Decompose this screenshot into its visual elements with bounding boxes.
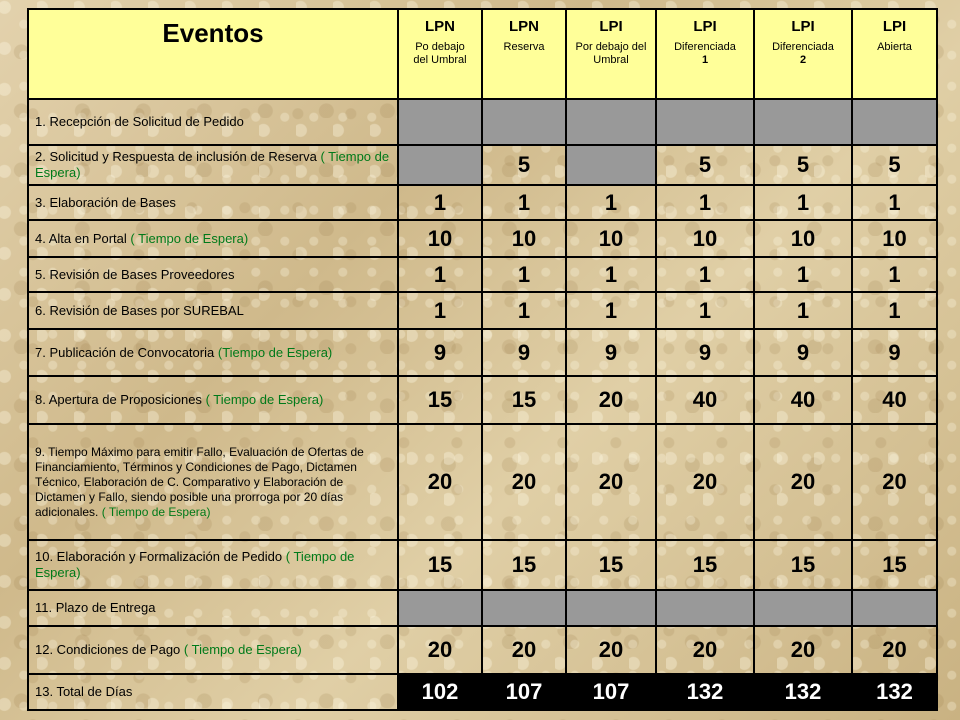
row-label [28, 99, 398, 145]
row-label [28, 674, 398, 710]
value-cell: 5 [482, 145, 566, 185]
value-cell: 15 [482, 376, 566, 424]
value-cell: 10 [656, 220, 754, 257]
row-label [28, 540, 398, 590]
value-cell [398, 590, 482, 626]
row-label-text: 10. Elaboración y Formalización de Pedido [35, 549, 283, 564]
value-cell: 15 [852, 540, 937, 590]
value-cell: 1 [398, 257, 482, 292]
value-cell: 9 [656, 329, 754, 376]
value-cell [566, 99, 656, 145]
row-label [28, 626, 398, 674]
row-label [28, 329, 398, 376]
value-cell: 15 [398, 540, 482, 590]
value-cell: 20 [852, 626, 937, 674]
value-cell [656, 590, 754, 626]
header-col-5 [754, 9, 852, 99]
total-cell: 102 [398, 674, 482, 710]
value-cell: 20 [754, 424, 852, 540]
row-label-text: 7. Publicación de Convocatoria [35, 344, 215, 360]
value-cell [566, 145, 656, 185]
header-col-4-sub: Diferenciada [674, 41, 736, 53]
value-cell: 10 [398, 220, 482, 257]
value-cell: 9 [754, 329, 852, 376]
header-col-2-main: LPN [509, 18, 539, 35]
value-cell [566, 590, 656, 626]
value-cell: 1 [852, 257, 937, 292]
row-label-text: 4. Alta en Portal [35, 230, 127, 246]
value-cell: 1 [482, 185, 566, 220]
value-cell: 5 [852, 145, 937, 185]
value-cell: 20 [482, 424, 566, 540]
row-label [28, 185, 398, 220]
row-label-text: 6. Revisión de Bases por SUREBAL [35, 302, 244, 318]
header-col-2 [482, 9, 566, 99]
table-row [28, 185, 937, 220]
value-cell [482, 99, 566, 145]
value-cell: 1 [656, 185, 754, 220]
value-cell [398, 99, 482, 145]
total-cell: 132 [656, 674, 754, 710]
value-cell: 1 [566, 292, 656, 329]
header-col-1 [398, 9, 482, 99]
row-label [28, 292, 398, 329]
header-col-2-sub: Reserva [503, 41, 545, 53]
value-cell: 10 [482, 220, 566, 257]
header-col-5-sub: Diferenciada [772, 41, 834, 53]
value-cell: 20 [754, 626, 852, 674]
value-cell: 1 [852, 185, 937, 220]
value-cell: 20 [398, 626, 482, 674]
header-col-1-sub: Po debajo del Umbral [413, 41, 467, 66]
header-col-3-main: LPI [599, 18, 623, 35]
table-row [28, 424, 937, 540]
wait-time-note: ( Tiempo de Espera) [35, 149, 390, 180]
table-row [28, 626, 937, 674]
value-cell: 15 [754, 540, 852, 590]
value-cell: 40 [852, 376, 937, 424]
row-label [28, 590, 398, 626]
value-cell: 5 [656, 145, 754, 185]
value-cell: 40 [656, 376, 754, 424]
value-cell: 20 [656, 626, 754, 674]
total-cell: 132 [754, 674, 852, 710]
value-cell: 1 [566, 257, 656, 292]
value-cell: 20 [482, 626, 566, 674]
value-cell: 40 [754, 376, 852, 424]
total-cell: 132 [852, 674, 937, 710]
header-col-6-sub: Abierta [877, 41, 912, 53]
value-cell: 1 [754, 292, 852, 329]
value-cell: 15 [398, 376, 482, 424]
table-row [28, 292, 937, 329]
value-cell: 20 [656, 424, 754, 540]
header-col-4-num: 1 [701, 54, 709, 66]
wait-time-note: ( Tiempo de Espera) [183, 642, 302, 657]
header-col-3 [566, 9, 656, 99]
wait-time-note: ( Tiempo de Espera) [130, 230, 249, 246]
value-cell: 1 [398, 292, 482, 329]
table-row [28, 257, 937, 292]
value-cell: 1 [754, 257, 852, 292]
table-row [28, 540, 937, 590]
value-cell: 20 [566, 424, 656, 540]
value-cell: 15 [656, 540, 754, 590]
value-cell: 20 [852, 424, 937, 540]
value-cell: 1 [852, 292, 937, 329]
header-col-1-main: LPN [425, 18, 455, 35]
row-label [28, 424, 398, 540]
wait-time-note: ( Tiempo de Espera) [101, 504, 211, 519]
row-label-text: 1. Recepción de Solicitud de Pedido [35, 114, 244, 129]
wait-time-note: (Tiempo de Espera) [217, 344, 333, 360]
value-cell [754, 590, 852, 626]
value-cell: 1 [656, 292, 754, 329]
row-label [28, 145, 398, 185]
events-table [27, 8, 938, 711]
total-cell: 107 [566, 674, 656, 710]
row-label-text: 2. Solicitud y Respuesta de inclusión de Reserva [35, 149, 317, 164]
row-label-text: 12. Condiciones de Pago [35, 642, 181, 657]
value-cell [398, 145, 482, 185]
value-cell: 9 [482, 329, 566, 376]
value-cell: 20 [398, 424, 482, 540]
value-cell [656, 99, 754, 145]
row-label-text: 13. Total de Días [35, 684, 133, 699]
row-label [28, 220, 398, 257]
value-cell: 9 [852, 329, 937, 376]
value-cell: 15 [566, 540, 656, 590]
header-row [28, 9, 937, 99]
value-cell: 1 [482, 292, 566, 329]
value-cell: 1 [566, 185, 656, 220]
header-col-6 [852, 9, 937, 99]
value-cell: 10 [852, 220, 937, 257]
row-label-text: 5. Revisión de Bases Proveedores [35, 266, 235, 282]
value-cell [852, 99, 937, 145]
value-cell: 1 [754, 185, 852, 220]
table-row [28, 99, 937, 145]
row-label [28, 257, 398, 292]
table-row [28, 376, 937, 424]
total-cell: 107 [482, 674, 566, 710]
table-row [28, 329, 937, 376]
table-row [28, 145, 937, 185]
value-cell: 20 [566, 376, 656, 424]
value-cell: 15 [482, 540, 566, 590]
row-label-text: 11. Plazo de Entrega [35, 600, 156, 615]
header-col-6-main: LPI [882, 18, 907, 35]
row-label [28, 376, 398, 424]
header-col-4 [656, 9, 754, 99]
header-col-5-num: 2 [799, 54, 807, 66]
value-cell: 10 [566, 220, 656, 257]
value-cell [754, 99, 852, 145]
value-cell [482, 590, 566, 626]
value-cell: 1 [398, 185, 482, 220]
table-row [28, 590, 937, 626]
value-cell: 1 [482, 257, 566, 292]
value-cell: 10 [754, 220, 852, 257]
row-label-text: 8. Apertura de Proposiciones [35, 392, 202, 407]
row-label-text: 3. Elaboración de Bases [35, 194, 176, 210]
value-cell: 5 [754, 145, 852, 185]
wait-time-note: ( Tiempo de Espera) [35, 549, 355, 580]
header-col-3-sub: Por debajo del Umbral [575, 41, 647, 66]
table-row [28, 220, 937, 257]
value-cell: 20 [566, 626, 656, 674]
header-col-4-main: LPI [693, 18, 717, 35]
value-cell: 1 [656, 257, 754, 292]
table-row [28, 674, 937, 710]
wait-time-note: ( Tiempo de Espera) [205, 392, 324, 407]
header-title: Eventos [28, 9, 398, 99]
row-label-text: 9. Tiempo Máximo para emitir Fallo, Evaluación de Ofertas de Financiamiento, Términos y Condiciones de Pago, Dictamen Técnico, Elaboración de C. Comparativo y Elaboración de Dictamen y Fallo, siendo posible una prorroga por 20 días adicionales. [35, 444, 364, 519]
value-cell [852, 590, 937, 626]
header-col-5-main: LPI [791, 18, 815, 35]
value-cell: 9 [398, 329, 482, 376]
value-cell: 9 [566, 329, 656, 376]
